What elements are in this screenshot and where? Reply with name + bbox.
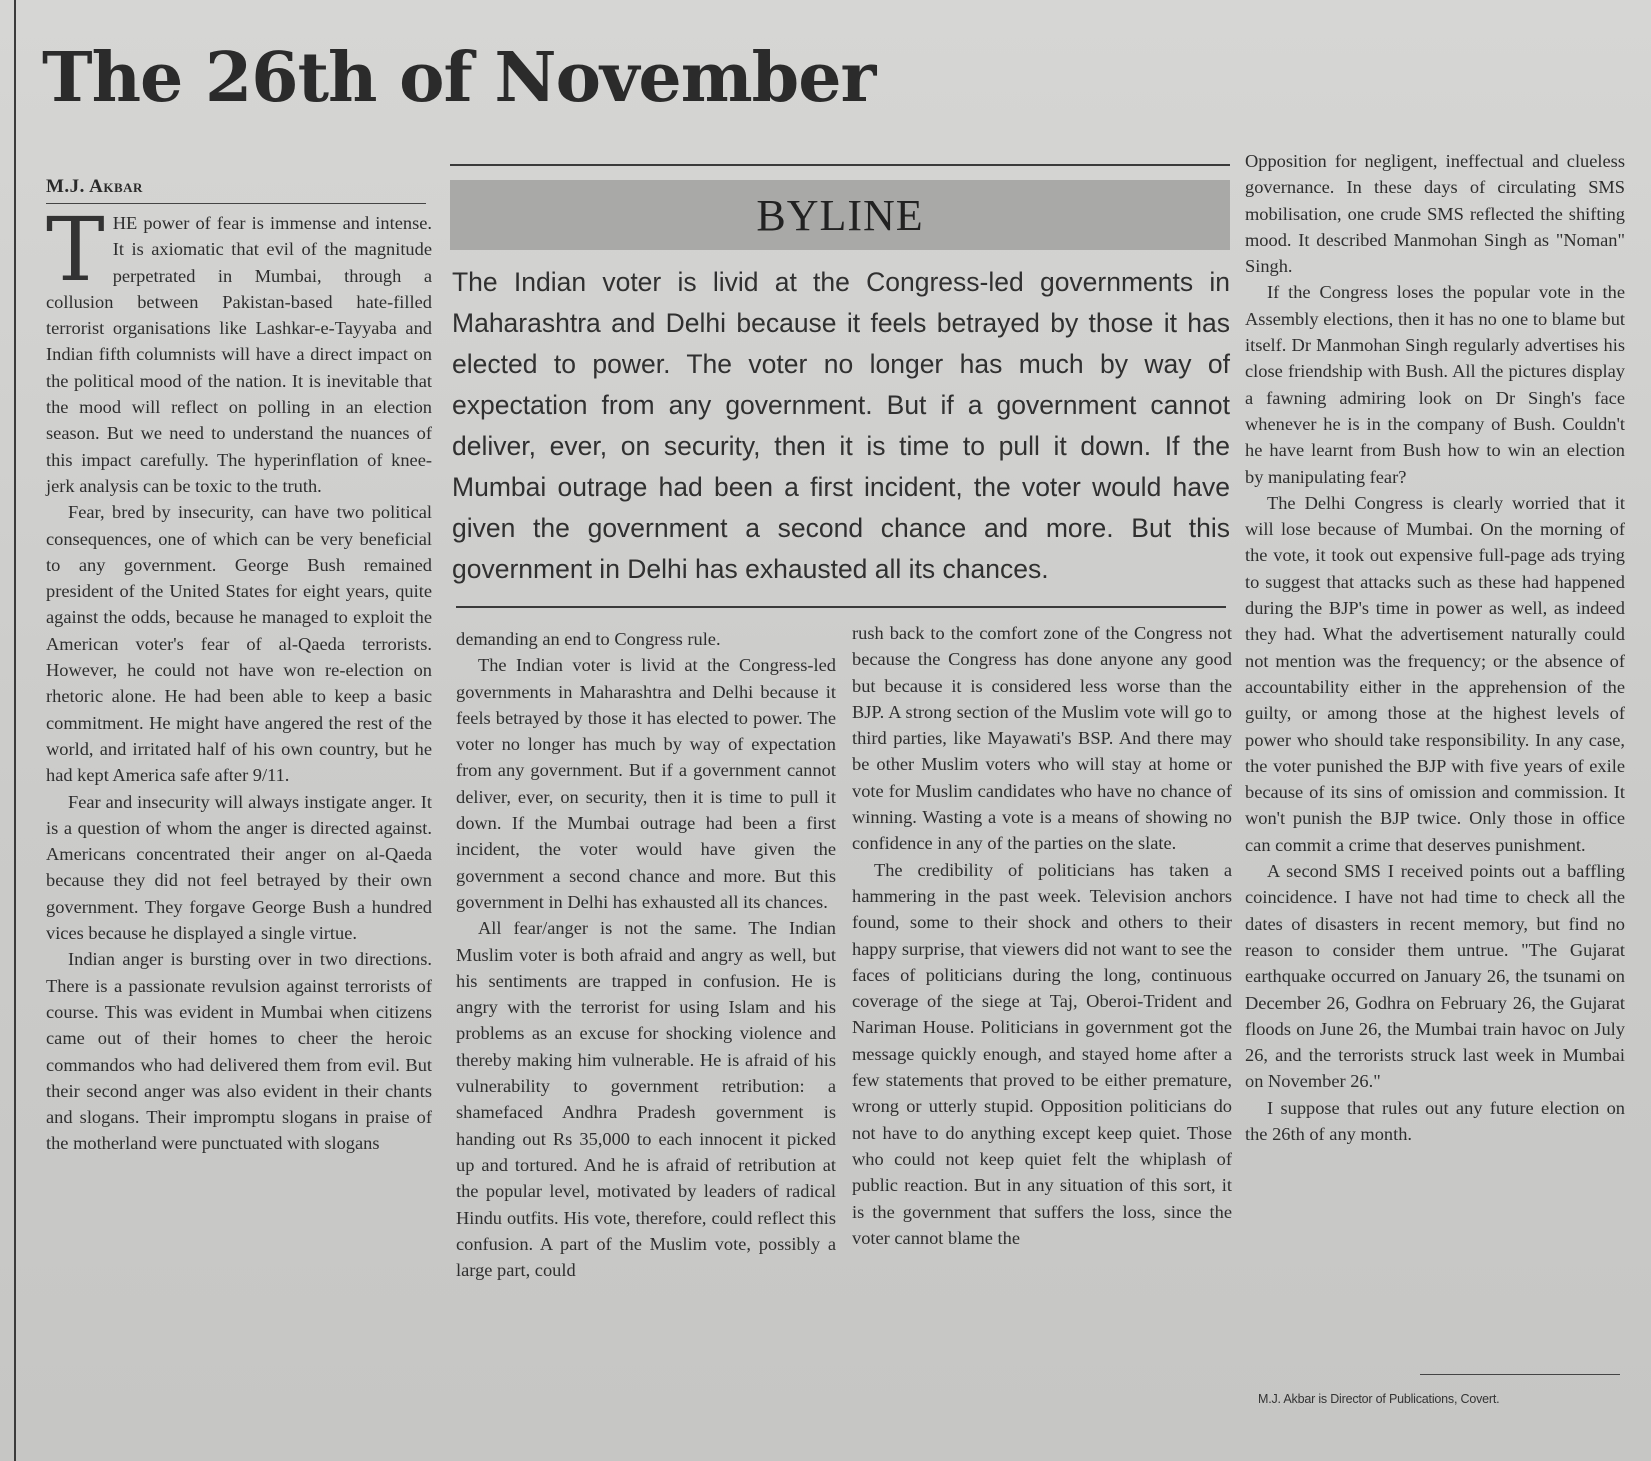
paragraph: The credibility of politicians has taken a hammering in the past week. Television anchors found, some to their shock and others to their happy surprise, that viewers did not want to see the faces of politicians during the long, continuous coverage of the siege at Taj, Oberoi-Trident and Nariman House. Politicians in government got the message quickly enough, and stayed home after a few statements that proved to be either premature, wrong or utterly stupid. Opposition politicians do not have to do anything except keep quiet. Those who could not keep quiet felt the whiplash of public reaction. But in any situation of this sort, it is the government that suffers the loss, since the voter cannot blame the <box>852 859 1232 1248</box>
paragraph: Fear and insecurity will always instigate anger. It is a question of whom the anger is directed against. Americans concentrated their anger on al-Qaeda because they did not feel betrayed by their own government. They forgave George Bush a hundred vices because he displayed a single virtue. <box>46 791 432 944</box>
paragraph: Opposition for negligent, ineffectual and clueless governance. In these days of circulating SMS mobilisation, one crude SMS reflected the shifting mood. It described Manmohan Singh as "Noman" Singh. <box>1245 151 1625 277</box>
paragraph: The Delhi Congress is clearly worried that it will lose because of Mumbai. On the morning of the vote, it took out expensive full-page ads trying to suggest that attacks such as these had happened during the BJP's time in power as well, as indeed they had. What the advertisement naturally could not mention was the frequency; or the absence of accountability either in the apprehension of the guilty, or among those at the highest levels of power who should take responsibility. In any case, the voter punished the BJP with five years of exile because of its sins of omission and commission. It won't punish the BJP twice. Only those in office can commit a crime that deserves punishment. <box>1245 492 1625 855</box>
pull-quote-rule <box>456 606 1226 608</box>
paragraph: A second SMS I received points out a baffling coincidence. I have not had time to check all the dates of disasters in recent memory, but find no reason to consider them untrue. "The Gujarat earthquake occurred on January 26, the tsunami on December 26, Godhra on February 26, the Gujarat floods on June 26, the Mumbai train havoc on July 26, and the terrorists struck last week in Mumbai on November 26." <box>1245 861 1625 1092</box>
paragraph: If the Congress loses the popular vote in the Assembly elections, then it has no one to blame but itself. Dr Manmohan Singh regularly advertises his close friendship with Bush. All the pictures display a fawning admiring look on Dr Singh's face whenever he is in the company of Bush. Couldn't he have learnt from Bush how to win an election by manipulating fear? <box>1245 282 1625 487</box>
article-column-3 <box>852 620 1232 1251</box>
section-banner <box>450 164 1230 258</box>
paragraph-text: HE power of fear is immense and intense. It is axiomatic that evil of the magnitude perpetrated in Mumbai, through a collusion between Pakistan-based hate-filled terrorist organisations like Lashkar-e-Tayyaba and Indian fifth columnists will have a direct impact on the political mood of the nation. It is inevitable that the mood will reflect on polling in an election season. But we need to understand the nuances of this impact carefully. The hyperinflation of knee-jerk analysis can be toxic to the truth. <box>46 213 432 496</box>
paragraph: All fear/anger is not the same. The Indian Muslim voter is both afraid and angry as well, but his sentiments are trapped in confusion. He is angry with the terrorist for using Islam and his problems as an excuse for shocking violence and thereby making him vulnerable. He is afraid of his vulnerability to government retribution: a shamefaced Andhra Pradesh government is handing out Rs 35,000 to each innocent it picked up and tortured. And he is afraid of retribution at the popular level, motivated by leaders of radical Hindu outfits. His vote, therefore, could reflect this confusion. A part of the Muslim vote, possibly a large part, could <box>456 918 836 1281</box>
paragraph: demanding an end to Congress rule. <box>456 629 721 649</box>
page-edge-divider <box>0 0 16 1461</box>
end-rule <box>1420 1374 1620 1375</box>
headline: The 26th of November <box>42 38 876 118</box>
paragraph: Indian anger is bursting over in two directions. There is a passionate revulsion against terrorists of course. This was evident in Mumbai when citizens came out of their homes to cheer the heroic commandos who had delivered them from evil. But their second anger was also evident in their chants and slogans. Their impromptu slogans in praise of the motherland were punctuated with slogans <box>46 949 432 1154</box>
section-label: BYLINE <box>450 180 1230 250</box>
pull-quote: The Indian voter is livid at the Congress-led governments in Maharashtra and Delhi because it feels betrayed by those it has elected to power. The voter no longer has much by way of expectation from any government. But if a government cannot deliver, ever, on security, then it is time to pull it down. If the Mumbai outrage had been a first incident, the voter would have given the government a second chance and more. But this government in Delhi has exhausted all its chances. <box>452 267 1230 584</box>
paragraph: rush back to the comfort zone of the Congress not because the Congress has done anyone any good but because it is considered less worse than the BJP. A strong section of the Muslim vote will go to third parties, like Mayawati's BSP. And there may be other Muslim voters who will stay at home or vote for Muslim candidates who have no chance of winning. Wasting a vote is a means of showing no confidence in any of the parties on the slate. <box>852 623 1232 854</box>
article-column-4 <box>1245 148 1625 1147</box>
article-column-1 <box>46 198 432 1157</box>
author-footnote: M.J. Akbar is Director of Publications, Covert. <box>1258 1392 1500 1406</box>
paragraph: Fear, bred by insecurity, can have two political consequences, one of which can be very beneficial to any government. George Bush remained president of the United States for eight years, quite against the odds, because he managed to exploit the American voter's fear of al-Qaeda terrorists. However, he could not have won re-election on rhetoric alone. He had been able to keep a basic commitment. He might have angered the rest of the world, and irritated half of his own country, but he had kept America safe after 9/11. <box>46 502 432 786</box>
paragraph <box>46 198 432 499</box>
paragraph: I suppose that rules out any future election on the 26th of any month. <box>1245 1097 1625 1144</box>
drop-cap: T <box>46 198 105 301</box>
article-column-2 <box>456 626 836 1283</box>
paragraph: The Indian voter is livid at the Congress-led governments in Maharashtra and Delhi because it feels betrayed by those it has elected to power. The voter no longer has much by way of expectation from any government. But if a government cannot deliver, ever, on security, then it is time to pull it down. If the Mumbai outrage had been a first incident, the voter would have given the government a second chance and more. But this government in Delhi has exhausted all its chances. <box>456 655 836 912</box>
author-byline: M.J. Akbar <box>46 176 426 204</box>
